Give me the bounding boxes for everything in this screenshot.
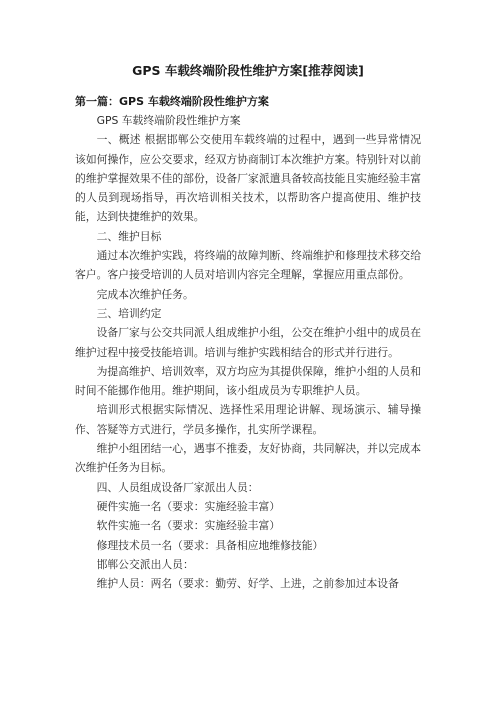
paragraph-repair-staff: 修理技术员一名（要求：具备相应地维修技能） — [96, 538, 324, 552]
paragraph-training-format: 培训形式根据实际情况、选择性采用理论讲解、现场演示、辅导操作、答疑等方式进行，学员多操作，扎实所学课程。 — [75, 403, 421, 436]
paragraph-hardware-staff: 硬件实施一名（要求：实施经验丰富） — [96, 499, 281, 513]
document-body — [75, 111, 421, 593]
paragraph-complete-task: 完成本次维护任务。 — [96, 287, 194, 301]
paragraph-heading-training: 三、培训约定 — [96, 306, 162, 320]
paragraph-goals: 通过本次维护实践，将终端的故障判断、终端维护和修理技术移交给客户。客户接受培训的人员对培训内容完全理解，掌握应用重点部份。 — [75, 249, 421, 282]
paragraph-heading-goals: 二、维护目标 — [96, 229, 162, 243]
paragraph-software-staff: 软件实施一名（要求：实施经验丰富） — [96, 519, 281, 533]
document-title: GPS 车载终端阶段性维护方案[推荐阅读] — [132, 63, 364, 78]
paragraph-client-maintenance-staff: 维护人员：两名（要求：勤劳、好学、上进，之前参加过本设备 — [96, 577, 399, 591]
paragraph-subtitle: GPS 车载终端阶段性维护方案 — [96, 114, 241, 127]
paragraph-heading-personnel: 四、人员组成设备厂家派出人员： — [96, 480, 259, 494]
section-heading: 第一篇：GPS 车载终端阶段性维护方案 — [75, 95, 269, 108]
paragraph-training-team: 设备厂家与公交共同派人组成维护小组，公交在维护小组中的成员在维护过程中接受技能培训。培训与维护实践相结合的形式并行进行。 — [75, 326, 421, 359]
paragraph-team-spirit: 维护小组团结一心，遇事不推委，友好协商，共同解决，并以完成本次维护任务为目标。 — [75, 442, 421, 475]
paragraph-client-staff-heading: 邯郸公交派出人员： — [96, 557, 194, 571]
paragraph-overview: 一、概述 根据邯郸公交使用车载终端的过程中，遇到一些异常情况该如何操作，应公交要求，经双方协商制订本次维护方案。特别针对以前的维护掌握效果不佳的部份，设备厂家派遣具备较高技能且实施经验丰富的人员到现场指导，再次培训相关技术，以帮助客户提高使用、维护技能，达到快捷维护的效果。 — [75, 133, 421, 224]
paragraph-training-efficiency: 为提高维护、培训效率，双方均应为其提供保障，维护小组的人员和时间不能挪作他用。维护期间，该小组成员为专职维护人员。 — [75, 364, 421, 398]
